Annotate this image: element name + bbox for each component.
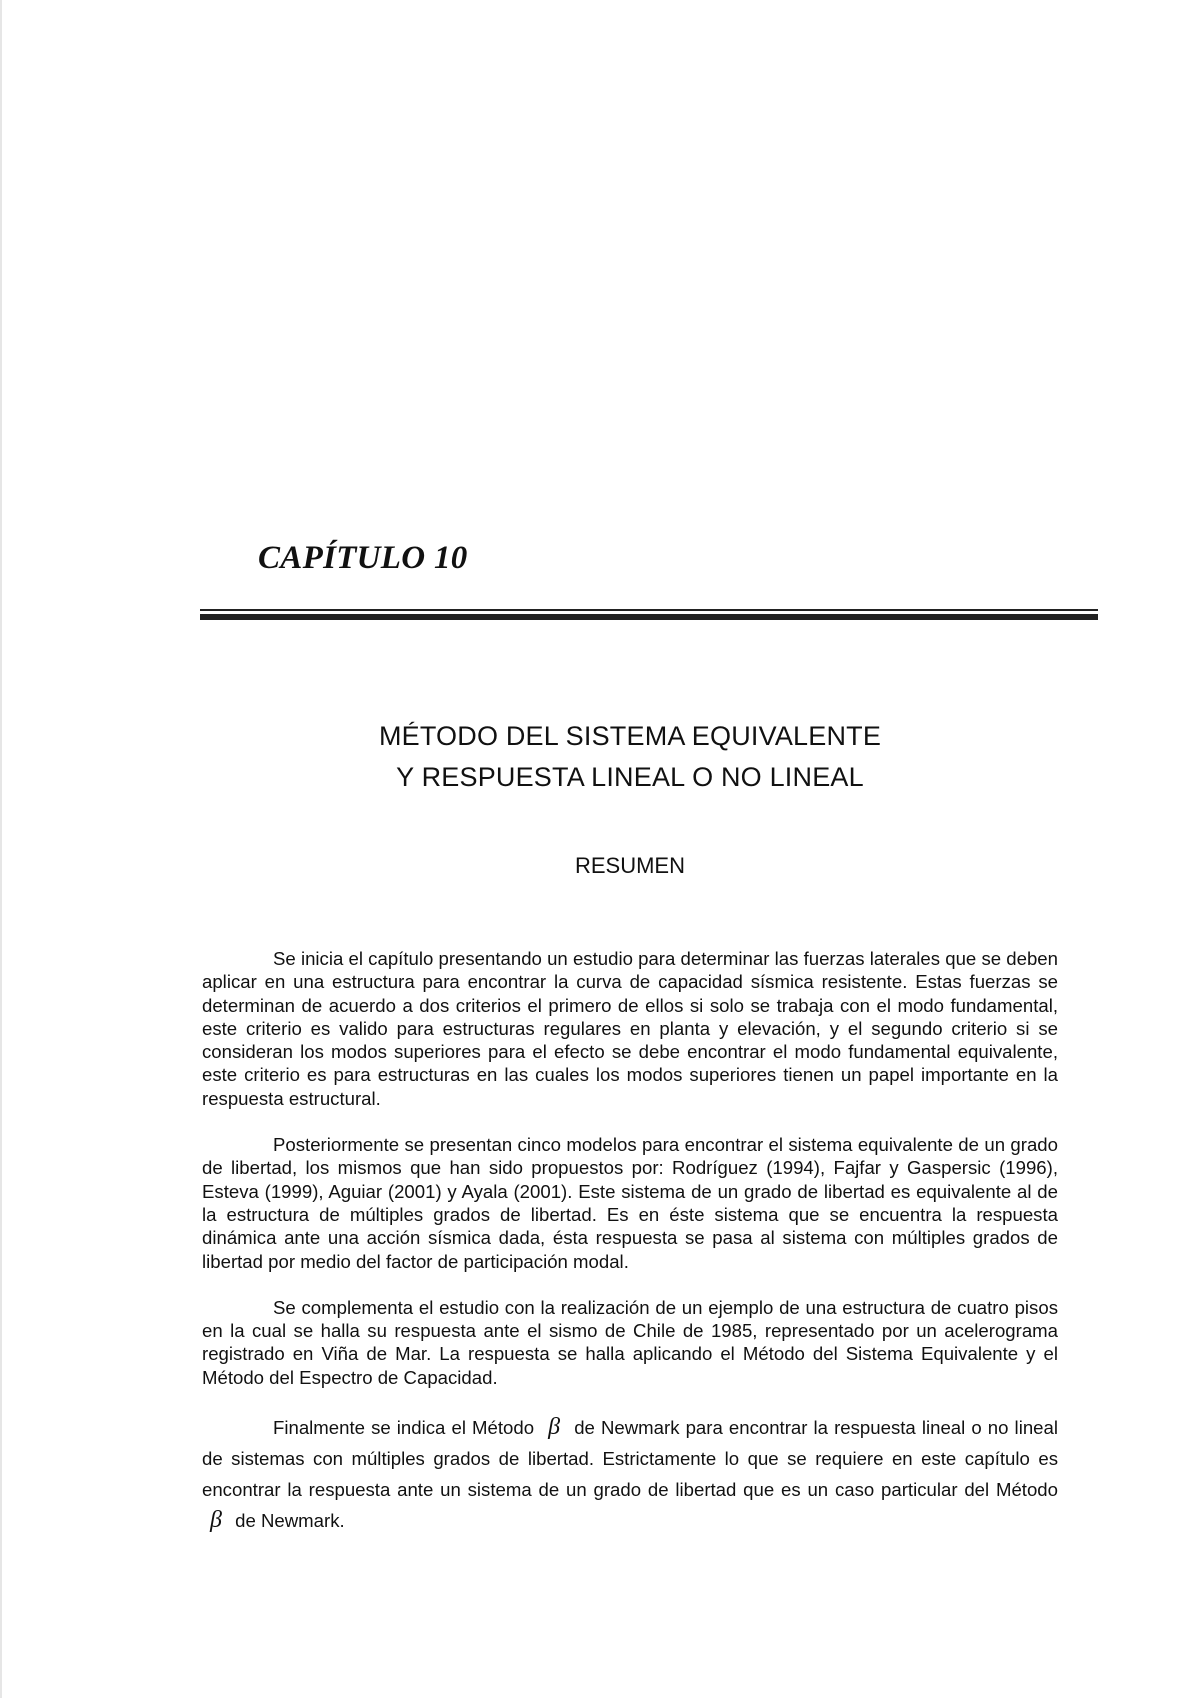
summary-heading: RESUMEN bbox=[574, 853, 685, 878]
summary-paragraph-2: Posteriormente se presentan cinco modelos para encontrar el sistema equivalente de un grado de libertad, los mismos que han sido propuestos por: Rodríguez (1994), Fajfar y Gaspersic (1996), Esteva (1999), Aguiar (2001) y Ayala (2001). Este sistema de un grado de libertad es equivalente al de la estructura de múltiples grados de libertad. Es en éste sistema que se encuentra la respuesta dinámica ante una acción sísmica dada, ésta respuesta se pasa al sistema con múltiples grados de libertad por medio del factor de participación modal. bbox=[202, 1134, 1058, 1272]
summary-paragraph-3: Se complementa el estudio con la realización de un ejemplo de una estructura de cuatro pisos en la cual se halla su respuesta ante el sismo de Chile de 1985, representado por un acelerograma registrado en Viña de Mar. La respuesta se halla aplicando el Método del Sistema Equivalente y el Método del Espectro de Capacidad. bbox=[202, 1296, 1058, 1388]
page-edge bbox=[0, 0, 2, 1698]
summary-paragraph-1: Se inicia el capítulo presentando un estudio para determinar las fuerzas laterales que se deben aplicar en una estructura para encontrar la curva de capacidad sísmica resistente. Estas fuerzas se determinan de acuerdo a dos criterios el primero de ellos si solo se trabaja con el modo fundamental, este criterio es valido para estructuras regulares en planta y elevación, y el segundo criterio si se consideran los modos superiores para el efecto se debe encontrar el modo fundamental equivalente, este criterio es para estructuras en las cuales los modos superiores tienen un papel importante en la respuesta estructural. bbox=[202, 948, 1058, 1109]
main-title-line-1: MÉTODO DEL SISTEMA EQUIVALENTE bbox=[378, 721, 882, 751]
rule-thin-line bbox=[200, 609, 1098, 611]
paragraph-4-part-2: de Newmark para encontrar la respuesta lineal o no lineal de sistemas con múltiples grados de libertad. Estrictamente lo que se requiere en este capítulo es encontrar la respuesta ante un sistema de un grado de libertad que es un caso particular del Método bbox=[202, 1417, 1058, 1501]
chapter-title: CAPÍTULO 10 bbox=[258, 540, 468, 576]
chapter-main-title bbox=[260, 716, 1000, 798]
chapter-rule bbox=[200, 609, 1098, 621]
main-title-line-2: Y RESPUESTA LINEAL O NO LINEAL bbox=[396, 762, 864, 792]
beta-symbol: β bbox=[548, 1414, 561, 1441]
summary-paragraph-4 bbox=[202, 1412, 1058, 1536]
paragraph-4-part-3: de Newmark. bbox=[235, 1510, 345, 1532]
beta-symbol-2: β bbox=[210, 1507, 222, 1534]
summary-body bbox=[202, 947, 1058, 1559]
paragraph-4-part-1: Finalmente se indica el Método bbox=[273, 1417, 535, 1439]
rule-thick-line bbox=[200, 614, 1098, 620]
